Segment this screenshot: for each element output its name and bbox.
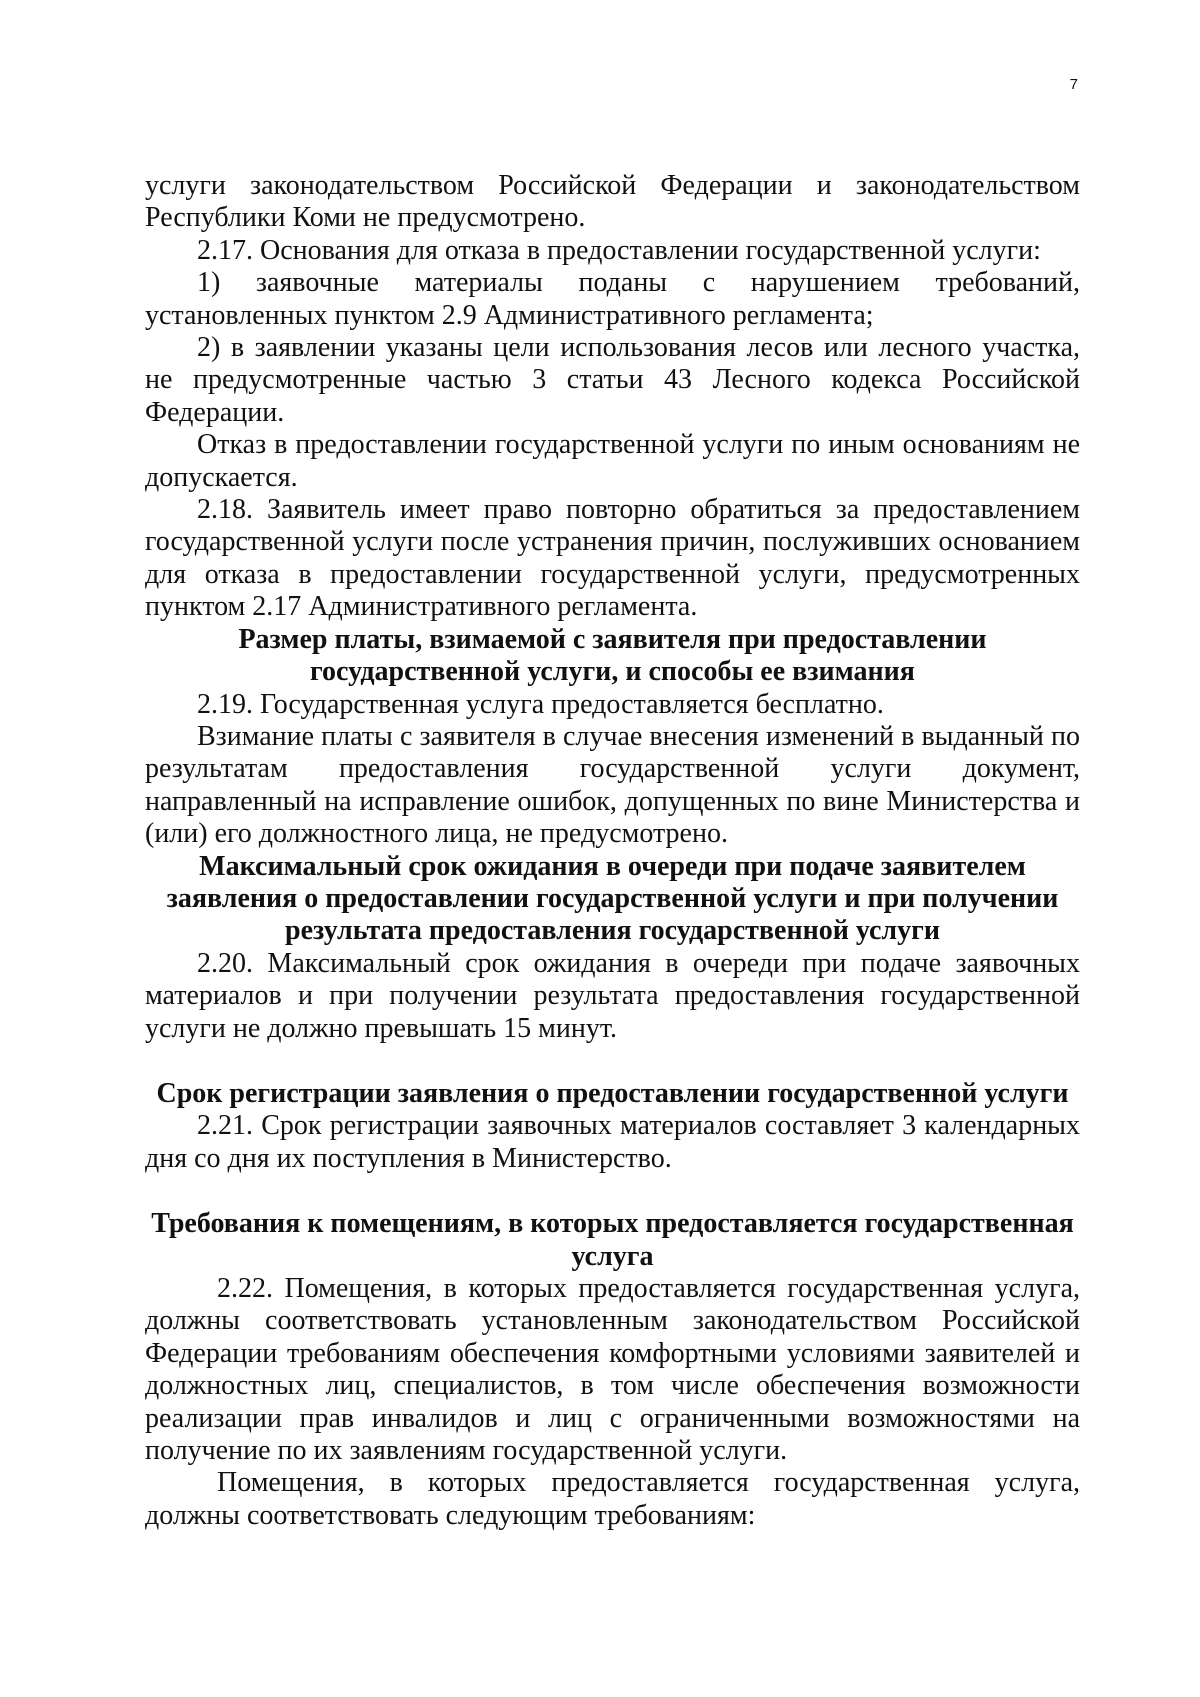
paragraph: Помещения, в которых предоставляется государственная услуга, должны соответствовать следующим требованиям: [145,1467,1080,1531]
paragraph: 2.17. Основания для отказа в предоставлении государственной услуги: [197,234,1041,266]
paragraph: 2.21. Срок регистрации заявочных материалов составляет 3 календарных дня со дня их поступления в Министерство. [145,1110,1080,1174]
document-body [145,170,1080,1532]
paragraph: Взимание платы с заявителя в случае внесения изменений в выданный по результатам предоставления государственной услуги документ, направленный на исправление ошибок, допущенных по вине Министерства и (или) его должностного лица, не предусмотрено. [145,720,1080,850]
page-number: 7 [1069,76,1078,93]
section-heading: Требования к помещениям, в которых предоставляется государственная услуга [151,1208,1074,1272]
paragraph: 2.22. Помещения, в которых предоставляется государственная услуга, должны соответствовать установленным законодательством Российской Федерации требованиям обеспечения комфортными условиями заявителей и должностных лиц, специалистов, в том числе обеспечения возможности реализации прав инвалидов и лиц с ограниченными возможностями на получение по их заявлениям государственной услуги. [145,1273,1080,1467]
section-spacer [145,1175,1080,1208]
section-heading: Размер платы, взимаемой с заявителя при предоставлении государственной услуги, и способы ее взимания [238,623,987,688]
section-heading: Максимальный срок ожидания в очереди при подаче заявителем заявления о предоставлении государственной услуги и при получении результата предоставления государственной услуги [166,850,1059,947]
paragraph: 2.18. Заявитель имеет право повторно обратиться за предоставлением государственной услуги после устранения причин, послуживших основанием для отказа в предоставлении государственной услуги, предусмотренных пунктом 2.17 Административного регламента. [145,494,1080,623]
paragraph: 2.19. Государственная услуга предоставляется бесплатно. [197,688,884,720]
paragraph: 2.20. Максимальный срок ожидания в очереди при подаче заявочных материалов и при получении результата предоставления государственной услуги не должно превышать 15 минут. [145,947,1080,1044]
section-spacer [145,1045,1080,1078]
paragraph: услуги законодательством Российской Федерации и законодательством Республики Коми не предусмотрено. [145,170,1080,234]
paragraph: Отказ в предоставлении государственной услуги по иным основаниям не допускается. [145,429,1080,493]
section-heading: Срок регистрации заявления о предоставлении государственной услуги [156,1077,1069,1109]
paragraph: 1) заявочные материалы поданы с нарушением требований, установленных пунктом 2.9 Административного регламента; [145,267,1080,331]
paragraph: 2) в заявлении указаны цели использования лесов или лесного участка, не предусмотренные частью 3 статьи 43 Лесного кодекса Российской Федерации. [145,332,1080,428]
